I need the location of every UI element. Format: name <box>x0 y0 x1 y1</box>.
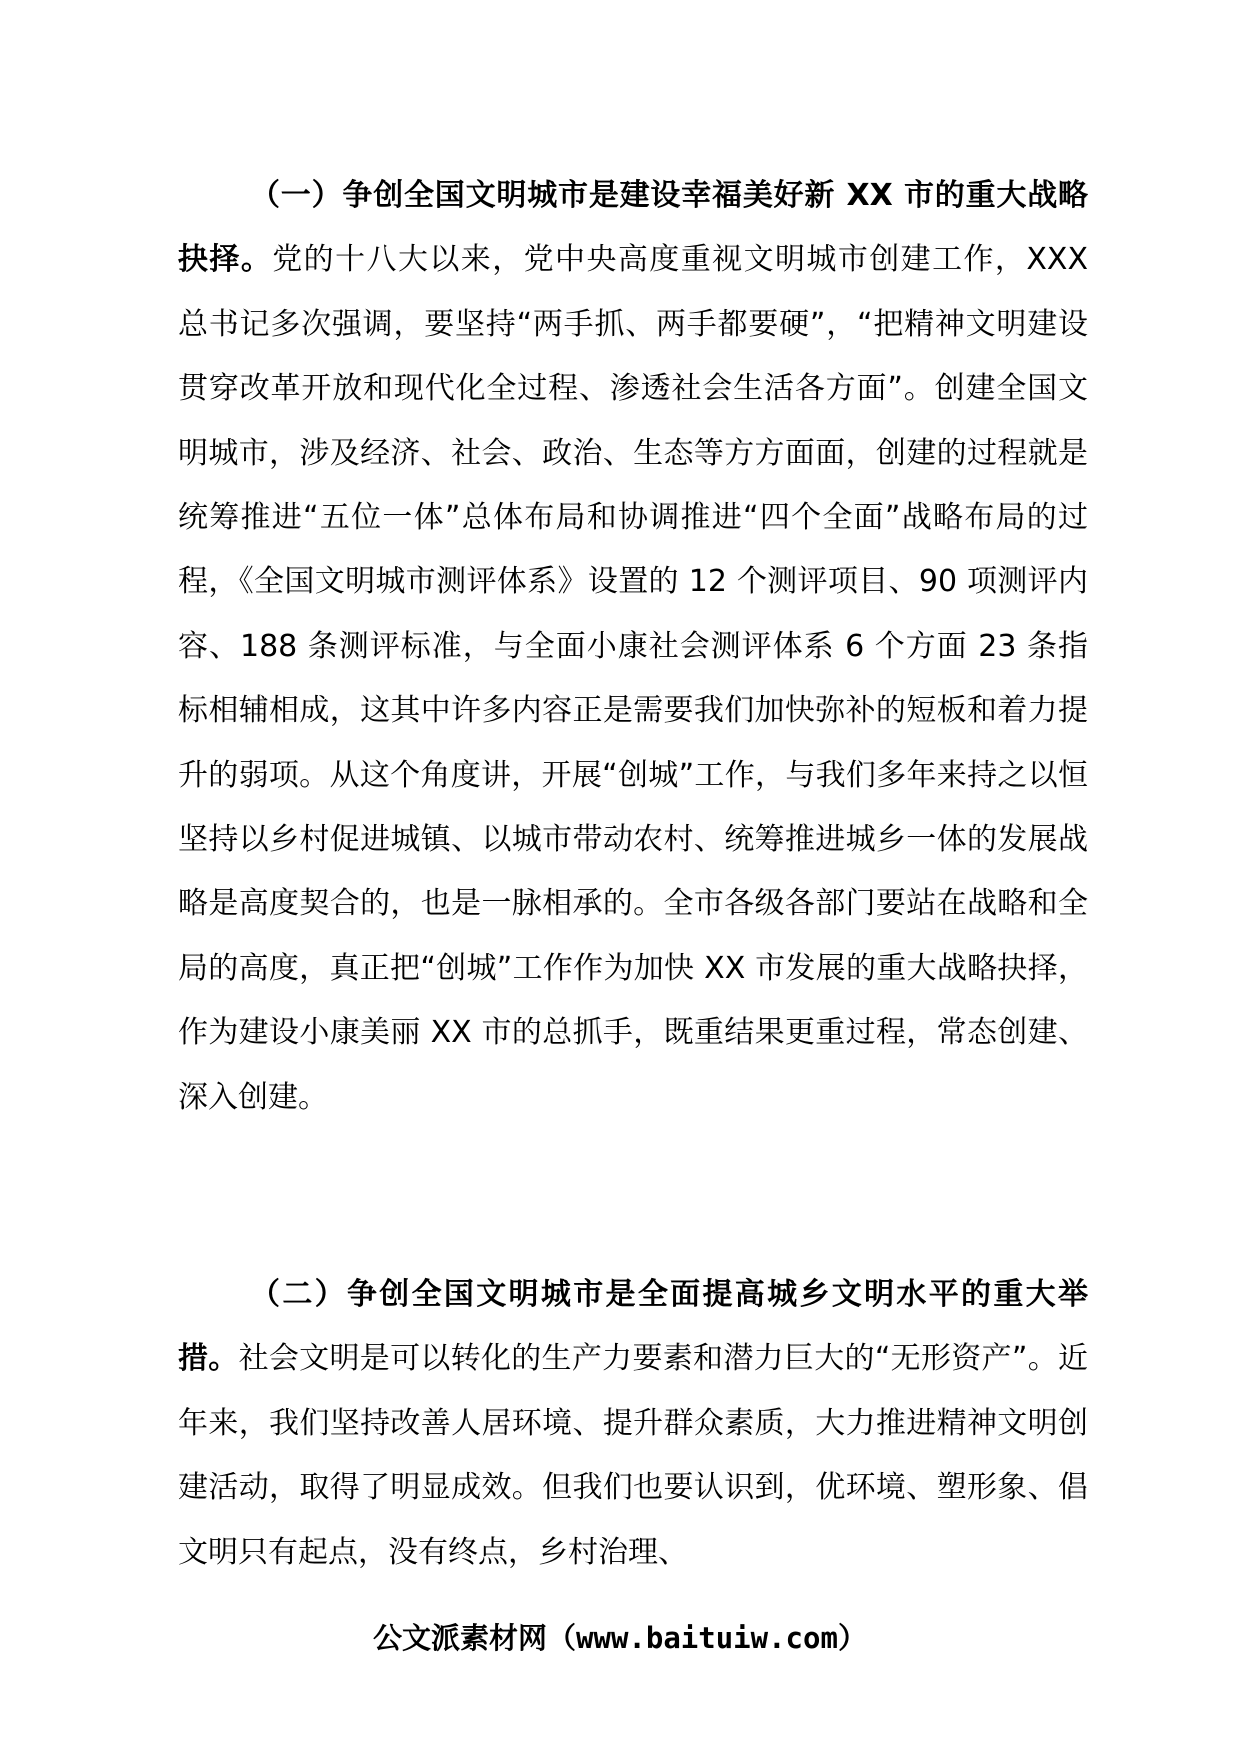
footer-watermark <box>0 1618 1240 1658</box>
paragraph-2-heading: （二）争创全国文明城市是全面提高城乡文明水平的重大举措。 <box>178 1277 1088 1377</box>
paragraph-1-heading: （一）争创全国文明城市是建设幸福美好新 XX 市的重大战略抉择。 <box>178 178 1088 278</box>
footer-site-name: 公文派素材网 <box>373 1621 548 1655</box>
paragraph-2 <box>178 1263 1088 1585</box>
footer-paren-close: ） <box>837 1621 867 1655</box>
paragraph-1-body: 党的十八大以来，党中央高度重视文明城市创建工作，XXX 总书记多次强调，要坚持“两手抓、两手都要硬”，“把精神文明建设贯穿改革开放和现代化全过程、渗透社会生活各方面”。创建全国文明城市，涉及经济、社会、政治、生态等方方面面，创建的过程就是统筹推进“五位一体”总体布局和协调推进“四个全面”战略布局的过程，《全国文明城市测评体系》设置的 12 个测评项目、90 项测评内容、188 条测评标准，与全面小康社会测评体系 6 个方面 23 条指标相辅相成，这其中许多内容正是需要我们加快弥补的短板和着力提升的弱项。从这个角度讲，开展“创城”工作，与我们多年来持之以恒坚持以乡村促进城镇、以城市带动农村、统筹推进城乡一体的发展战略是高度契合的，也是一脉相承的。全市各级各部门要站在战略和全局的高度，真正把“创城”工作作为加快 XX 市发展的重大战略抉择，作为建设小康美丽 XX 市的总抓手，既重结果更重过程，常态创建、深入创建。 <box>178 242 1089 1115</box>
paragraph-1 <box>178 164 1088 1130</box>
footer-url: www.baituiw.com <box>576 1621 838 1655</box>
paragraph-2-body: 社会文明是可以转化的生产力要素和潜力巨大的“无形资产”。近年来，我们坚持改善人居环境、提升群众素质，大力推进精神文明创建活动，取得了明显成效。但我们也要认识到，优环境、塑形象、倡文明只有起点，没有终点，乡村治理、 <box>178 1341 1088 1570</box>
footer-paren-open: （ <box>547 1621 577 1655</box>
